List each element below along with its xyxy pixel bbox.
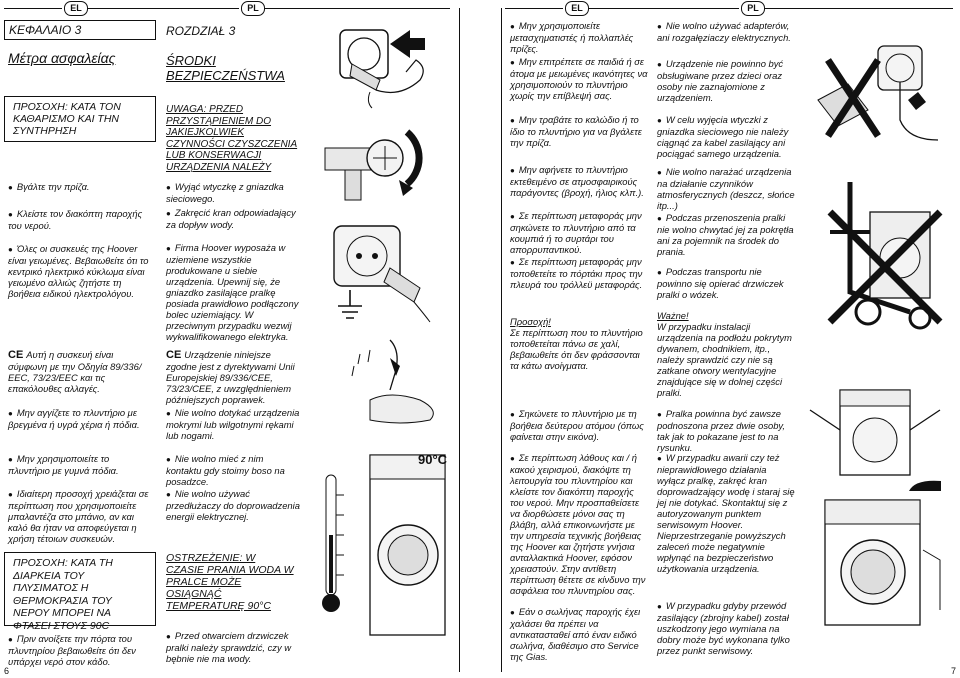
polish-item-2: ● Zakręcić kran odpowiadający za dopływ wody. — [166, 207, 301, 230]
greek-temp-box — [4, 552, 156, 632]
temperature-label: 90°C — [418, 452, 448, 467]
polish-right-item-1: ● Nie wolno używać adapterów, ani rozgałęziaczy elektrycznych. — [657, 20, 797, 43]
greek-item-6: ● Μην χρησιμοποιείτε το πλυντήριο με γυμνά πόδια. — [8, 453, 153, 476]
washer-front-illustration — [815, 490, 945, 630]
greek-item-1: ● Βγάλτε την πρίζα. — [8, 181, 153, 193]
grounded-socket-illustration — [320, 218, 440, 328]
polish-chapter: ROZDZIAŁ 3 — [166, 24, 236, 38]
greek-chapter-box — [4, 20, 156, 40]
iron-icon — [905, 475, 945, 495]
greek-right-note-head: Προσοχή! — [510, 316, 551, 327]
greek-item-4-text: Αυτή η συσκευή είναι σύμφωνη με την Οδηγία 89/336/ΕΕC, 73/23/ΕΕC και τις επακόλουθες αλλαγές. — [8, 349, 142, 394]
greek-item-2: ● Κλείστε τον διακόπτη παροχής του νερού. — [8, 208, 153, 231]
greek-right-note-text: Σε περίπτωση που το πλυντήριο τοποθετείται πάνω σε χαλί, βεβαιωθείτε ότι δεν φράσσονται τα κάτω ανοίγματα. — [510, 327, 643, 371]
greek-item-7: ● Ιδιαίτερη προσοχή χρειάζεται σε περίπτωση που χρησιμοποιείτε μπαλαντέζα στο μπάνιο, αν και καλό θα ήταν να αποφεύγεται η χρήση τέτοιων συσκευών. — [8, 488, 153, 544]
lang-badge-pl-right: PL — [741, 1, 765, 16]
greek-warning-text: ΠΡΟΣΟΧΗ: ΚΑΤΑ ΤΟΝ ΚΑΘΑΡΙΣΜΟ ΚΑΙ ΤΗΝ ΣΥΝΤΗΡΗΣΗ — [13, 101, 121, 137]
polish-warning: UWAGA: PRZED PRZYSTĄPIENIEM DO JAKIEJKOLWIEK CZYNNOŚCI CZYSZCZENIA LUB KONSERWACJI URZĄDZENIA NALEŻY — [166, 104, 298, 173]
thermometer-washer-illustration — [320, 445, 455, 645]
greek-chapter: ΚΕΦΑΛΑΙΟ 3 — [9, 23, 82, 37]
greek-right-item-7: ● Σηκώνετε το πλυντήριο με τη βοήθεια δεύτερου ατόμου (όπως φαίνεται στην εικόνα). — [510, 408, 650, 442]
polish-item-4-text: Urządzenie niniejsze zgodne jest z dyrektywami Unii Europejskiej 89/336/CEE, 73/23/CEE, z uwzględnieniem późniejszych poprawek. — [166, 349, 295, 405]
polish-right-item-3: ● W celu wyjęcia wtyczki z gniazdka sieciowego nie należy ciągnąć za kabel zasilający ani pociągać samego urządzenia. — [657, 114, 797, 159]
polish-item-6: ● Nie wolno mieć z nim kontaktu gdy stoimy boso na posadzce. — [166, 453, 301, 487]
washer-thermometer-illustration — [300, 445, 301, 446]
washer-lift-illustration — [800, 370, 950, 480]
greek-right-item-8: ● Σε περίπτωση λάθους και / ή κακού χειρισμού, διακόψτε τη λειτουργία του πλυντηρίου και κλείστε τον διακόπτη παροχής του νερού. Μην προσπαθείσετε να διορθώσετε μόνοι σας τη βλάβη, αλλά επικοινωνήστε με την υπηρεσία τεχνικής βοήθειας της Hoover και ζητήστε γνήσια ανταλλακτικά Hoover, εφόσον χρειαστούν. Στην αντίθετη περίπτωση θέτετε σε κίνδυνο την ασφάλεια του πλυντηρίου σας. — [510, 452, 650, 596]
polish-right-item-9: ● W przypadku gdyby przewód zasilający (zbrojny kabel) został uszkodzony jego wymiana na dobry może być wykonana tylko przez punkt serwisowy. — [657, 600, 797, 656]
header-rule-right-end — [765, 8, 953, 9]
greek-right-item-6: ● Σε περίπτωση μεταφοράς μην τοποθετείτε το πόρτάκι προς την πλευρά του τρόλλεϋ μεταφοράς. — [510, 256, 650, 290]
greek-right-item-5: ● Σε περίπτωση μεταφοράς μην σηκώνετε το πλυντήριο από τα κουμπιά ή το συρτάρι του απορρυπαντικού. — [510, 210, 650, 255]
polish-right-item-7: ● Pralka powinna być zawsze podnoszona przez dwie osoby, tak jak to pokazane jest to na rysunku. — [657, 408, 797, 453]
lang-badge-el-left: EL — [64, 1, 88, 16]
header-rule-right-mid — [589, 8, 739, 9]
polish-item-1: ● Wyjąć wtyczkę z gniazdka sieciowego. — [166, 181, 301, 204]
greek-right-item-4: ● Μην αφήνετε το πλυντήριο εκτεθειμένο σε ατμοσφαιρικούς παράγοντες (βροχή, ήλιος κλπ.). — [510, 164, 650, 198]
greek-right-note — [510, 316, 650, 371]
greek-item-4 — [8, 349, 153, 394]
polish-item-4 — [166, 349, 301, 405]
header-rule-left-mid — [88, 8, 239, 9]
polish-item-5: ● Nie wolno dotykać urządzenia mokrymi lub wilgotnymi rękami lub nogami. — [166, 407, 301, 441]
polish-right-item-2: ● Urządzenie nie powinno być obsługiwane przez dzieci oraz osoby nie zaznajomione z urządzeniem. — [657, 58, 797, 103]
no-adapter-illustration — [808, 40, 953, 150]
trolley-transport-illustration — [810, 172, 955, 332]
greek-item-3: ● Όλες οι συσκευές της Hoover είναι γειωμένες. Βεβαιωθείτε ότι το κεντρικό ηλεκτρικό κύκλωμα είναι γειωμένο αλλιώς ζητήστε τη βοήθεια ειδικού ηλεκτρολόγου. — [8, 243, 153, 299]
header-rule-right — [505, 8, 563, 9]
greek-warning-box — [4, 96, 156, 142]
polish-item-3: ● Firma Hoover wyposaża w uziemiene wszystkie produkowane u siebie urządzenia. Upewnij się, że gniazdko zasilające pralkę posiada prawidłowo podłączony bolec uziemiający. W przeciwnym przypadku wezwij wykwalifikowanego elektryka. — [166, 242, 301, 342]
ce-mark-icon: CE — [8, 349, 24, 361]
polish-right-item-6: ● Podczas transportu nie powinno się opierać drzwiczek pralki o wózek. — [657, 266, 797, 300]
greek-last-item: ● Πριν ανοίξετε την πόρτα του πλυντηρίου βεβαιωθείτε ότι δεν υπάρχει νερό στον κάδο. — [8, 633, 153, 667]
greek-item-5: ● Μην αγγίζετε το πλυντήριο με βρεγμένα ή υγρά χέρια ή πόδια. — [8, 407, 153, 430]
polish-right-item-8: ● W przypadku awarii czy też nieprawidłowego działania wyłącz pralkę, zakręć kran doprowadzający wodę i staraj się jej nie dotykać. Skontaktuj się z autoryzowanym punktem serwisowym Hoover. Nieprzestrzeganie powyższych zaleceń może negatywnie wpłynąć na bezpieczeństwo użytkowania urządzenia. — [657, 452, 797, 574]
header-rule-left-end — [265, 8, 450, 9]
polish-right-note-text: W przypadku instalacji urządzenia na podłożu pokrytym dywanem, chodnikiem, itp., należy sprawdzić czy nie są zatkane otwory wentylacyjne znajdujące się w dolnej części pralki. — [657, 321, 792, 398]
ce-mark-icon-pl: CE — [166, 349, 182, 361]
greek-right-item-2: ● Μην επιτρέπετε σε παιδιά ή σε άτομα με μειωμένες ικανότητες να χρησιμοποιούν το πλυντήριο χωρίς την επίβλεψή σας. — [510, 56, 650, 101]
page-number-left: 6 — [4, 666, 10, 676]
header-rule-left — [4, 8, 62, 9]
lang-badge-pl-left: PL — [241, 1, 265, 16]
page-gutter-left — [459, 8, 460, 672]
greek-right-item-9: ● Εάν ο σωλήνας παροχής έχει χαλάσει θα πρέπει να αντικατασταθεί από έναν ειδικό σωλήνα, διαθέσιμο στο Service της Gias. — [510, 606, 650, 662]
polish-right-item-4: ● Nie wolno narażać urządzenia na działanie czynników atmosferycznych (deszcz, słońce itp...) — [657, 166, 797, 211]
polish-item-7: ● Nie wolno używać przedłużaczy do doprowadzenia energii elektrycznej. — [166, 488, 301, 522]
lang-badge-el-right: EL — [565, 1, 589, 16]
polish-right-item-5: ● Podczas przenoszenia pralki nie wolno chwytać jej za pokrętła ani za pojemnik na środek do prania. — [657, 212, 797, 257]
greek-right-item-1: ● Μην χρησιμοποιείτε μετασχηματιστές ή πολλαπλές πρίζες. — [510, 20, 650, 54]
page-number-right: 7 — [950, 666, 956, 676]
polish-temp-warning: OSTRZEŻENIE: W CZASIE PRANIA WODA W PRALCE MOŻE OSIĄGNĄĆ TEMPERATURĘ 90°C — [166, 552, 294, 612]
plug-removal-illustration — [310, 20, 450, 110]
page-gutter-right — [501, 8, 502, 672]
polish-right-note-head: Ważne! — [657, 310, 689, 321]
greek-temp-text: ΠΡΟΣΟΧΗ: ΚΑΤΑ ΤΗ ΔΙΑΡΚΕΙΑ ΤΟΥ ΠΛΥΣΙΜΑΤΟΣ Η ΘΕΡΜΟΚΡΑΣΙΑ ΤΟΥ ΝΕΡΟΥ ΜΠΟΡΕΙ ΝΑ ΦΤΑΣΕΙ ΣΤΟΥΣ 90C — [13, 557, 113, 632]
greek-right-item-3: ● Μην τραβάτε το καλώδιο ή το ίδιο το πλυντήριο για να βγάλετε την πρίζα. — [510, 114, 650, 148]
wet-hands-feet-illustration — [330, 330, 450, 430]
polish-title: ŚRODKI BEZPIECZEŃSTWA — [166, 53, 285, 83]
polish-right-note — [657, 310, 797, 398]
greek-title: Μέτρα ασφαλείας — [8, 50, 116, 66]
polish-last-item: ● Przed otwarciem drzwiczek pralki należy sprawdzić, czy w bębnie nie ma wody. — [166, 630, 296, 664]
water-tap-illustration — [315, 118, 445, 208]
